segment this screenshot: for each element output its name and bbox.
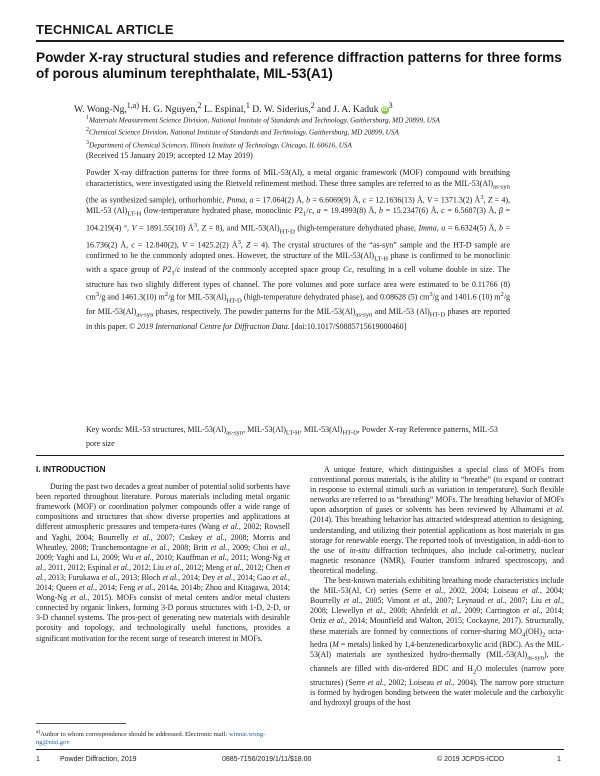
page-number-left: 1 xyxy=(36,756,40,763)
top-rule xyxy=(36,40,564,42)
author-email-link[interactable]: winnie.wong-ng@nist.gov xyxy=(36,731,266,747)
section-tag: TECHNICAL ARTICLE xyxy=(36,22,174,37)
materials-paragraph: The best-known materials exhibiting breathing mode characteristics include the MIL-53(Al, Cr) series (Serre et al., 2002, 2004; Loiseau et al., 2004; Bourrelly et al., 2005; Vimont et al., 2007; Leynaud et al., 2007; Liu et al., 2008; Llewellyn et al., 2008; Ahnfeldt et al., 2009; Carrington et al., 2014; Ortiz et al., 2014; Mounfield and Walton, 2015; Cockayne, 2017). Structurally, these materials are formed by connections of corner-sharing $MO_4(OH)_2$ octa-hedra (M = metals) linked by 1,4-benzenedicarboxylic acid (BDC). As the MIL-53(Al) materials are synthesized hydro-thermally $(MIL-53(Al)_{as-syn})$, the channels are filled with dis-ordered BDC and $H_2O$ molecules (narrow pore structures) (Serre et al., 2002; Loiseau et al., 2004). The narrow pore structure is formed by hydrogen bonding between the water molecule and the carboxylic and hydroxyl groups of the host xyxy=(310,576,565,707)
author-names: W. Wong-Ng,$^{1,a)}$ H. G. Nguyen,$^2$ L. Espinal,$^1$ D. W. Siderius,$^2$ and J. A. Kaduk xyxy=(74,101,379,116)
footer-rule xyxy=(36,749,564,750)
abstract: Powder X-ray diffraction patterns for three forms of MIL-53(Al), a metal organic framework (MOF) compound with breathing characteristics, were investigated using the Rietveld refinement method. These three samples are referred to as the MIL-$53(Al)_{as-syn}$ (the as synthesized sample), orthorhombic, Pnma, a = 17.064(2) Å, b = 6.6069(9) Å, c = 12.1636(13) Å, V = 1371.3(2) $Å^3$, Z = 4), MIL-53 $(Al)_{LT-H}$ (low-temperature hydrated phase, monoclinic $P2_1/c$, a = 19.4993(8) Å, b = 15.2347(6) Å, c = 6.5687(3) Å, β = 104.219(4) °, V = 1891.55(10) $Å^3$, Z = 8), and MIL-$53(Al)_{HT-D}$ (high-temperature dehydrated phase, Imma, a = 6.6324(5) Å, b = 16.736(2) Å, c = 12.840(2), V = 1425.2(2) $Å^3$, Z = 4). The crystal structures of the “as-syn” sample and the HT-D sample are confirmed to be the commonly adopted ones. However, the structure of the MIL-$53(Al)_{LT-H}$ phase is confirmed to be monoclinic with a space group of $P2_1/c$ instead of the commonly accepted space group Cc, resulting in a cell volume double in size. The structure has two slightly different types of channel. The pore volumes and pore surface area were estimated to be 0.11766 (8) $cm^3/g$ and 1461.3(10) $m^2/g$ for MIL-$53(Al)_{HT-D}$ (high-temperature dehydrated phase), and 0.08628 (5) $cm^3/g$ and 1401.6 (10) $m^2/g$ for MIL-$53(Al)_{as-syn}$ phases, respectively. The powder patterns for the MIL-$53(Al)_{as-syn}$ and MIL-53 $(Al)_{HT-D}$ phases are reported in this paper. © 2019 International Centre for Diffraction Data. [doi:10.1017/S0885715619000460] xyxy=(86,168,511,331)
journal-name: Powder Diffraction, 2019 xyxy=(60,756,137,763)
article-code: 0885-7156/2019/1/11/$18.00 xyxy=(222,756,312,763)
body-column-left xyxy=(36,465,290,644)
body-column-right xyxy=(310,465,564,708)
section-divider xyxy=(36,455,564,456)
affiliation-3: $^3$Department of Chemical Sciences, Illinois Institute of Technology, Chicago, IL 60616, USA xyxy=(86,139,352,150)
section-heading: I. INTRODUCTION xyxy=(36,465,106,474)
intro-paragraph: During the past two decades a great number of potential solid sorbents have been reported throughout literature. Porous materials including metal organic framework (MOF) or coordination polymer compounds offer a wide range of compositions and structures that show diverse properties and applications at different atmospheric pressures and tempera-tures (Wang et al., 2002; Rowsell and Yaghi, 2004; Bourrelly et al., 2007; Caskey et al., 2008; Morris and Wheatley, 2008; Tranchemontagne et al., 2008; Britt et al., 2009; Choi et al., 2009; Yaghi and Li, 2009; Wu et al., 2010; Kauffman et al., 2011; Wong-Ng et al., 2011, 2012; Espinal et al., 2012; Liu et al., 2012; Meng et al., 2012; Chen et al., 2013; Furukawa et al., 2013; Bloch et al., 2014; Dey et al., 2014; Gao et al., 2014; Queen et al., 2014; Feng et al., 2014a, 2014b; Zhou and Kitagawa, 2014; Wong-Ng et al., 2015). MOFs consist of metal centers and/or metal clusters connected by organic linkers, forming 3-D porous structures with 1-D, 2-D, or 3-D channel systems. The pros-pect of generating new materials with desirable porosity and topology, and technologically useful functions, provides a significant motivation for the recent surge of research interest in MOFs. xyxy=(36,482,291,643)
footnote-rule xyxy=(36,723,126,724)
keywords: Key words: MIL-53 structures, MIL-$53(Al)_{as-syn}$, MIL-$53(Al)_{LT-H}$, MIL-$53(Al)_{HT-D}$, Powder X-ray Reference patterns, MIL-53 pore size xyxy=(86,425,498,449)
author-affil-sup: 3 xyxy=(388,101,393,110)
copyright: © 2019 JCPDS-ICDD xyxy=(437,756,505,763)
orcid-icon[interactable]: iD xyxy=(381,107,388,114)
footnote-text: $^{a)}$Author to whom correspondence should be addressed. Electronic mail: xyxy=(36,729,228,739)
affiliation-1: $^1$Materials Measurement Science Division, National Institute of Standards and Technology, Gaithersburg, MD 20899, USA xyxy=(86,115,440,125)
footnote xyxy=(36,728,290,748)
affiliations xyxy=(86,113,564,150)
affiliation-2: $^2$Chemical Science Division, National Institute of Standards and Technology, Gaithersburg, MD 20899, USA xyxy=(86,127,399,137)
received-dates: (Received 15 January 2019; accepted 12 May 2019) xyxy=(86,151,253,160)
article-title: Powder X-ray structural studies and reference diffraction patterns for three forms of porous aluminum terephthalate, MIL-53(A1) xyxy=(36,50,562,81)
page-number-right: 1 xyxy=(557,756,561,763)
breathing-paragraph: A unique feature, which distinguishes a special class of MOFs from conventional porous materials, is the ability to “breathe” (to expand or contract in response to external stimuli such as variation in temperature). Such flexible networks are referred to as “breathing” MOFs. The breathing behavior of MOFs upon adsorption of gases or solvents has been reviewed by Alhamami et al. (2014). This breathing behavior has attracted widespread attention to designing, understanding, and utilizing their potential applications as host materials in gas storage for renewable energy. The reported tools of investigation, in addi-tion to the use of in-situ diffraction techniques, also include cal-orimetry, nuclear magnetic resonance (NMR), Fourier transform infrared spectroscopy, and theoretical modeling. xyxy=(310,465,564,575)
